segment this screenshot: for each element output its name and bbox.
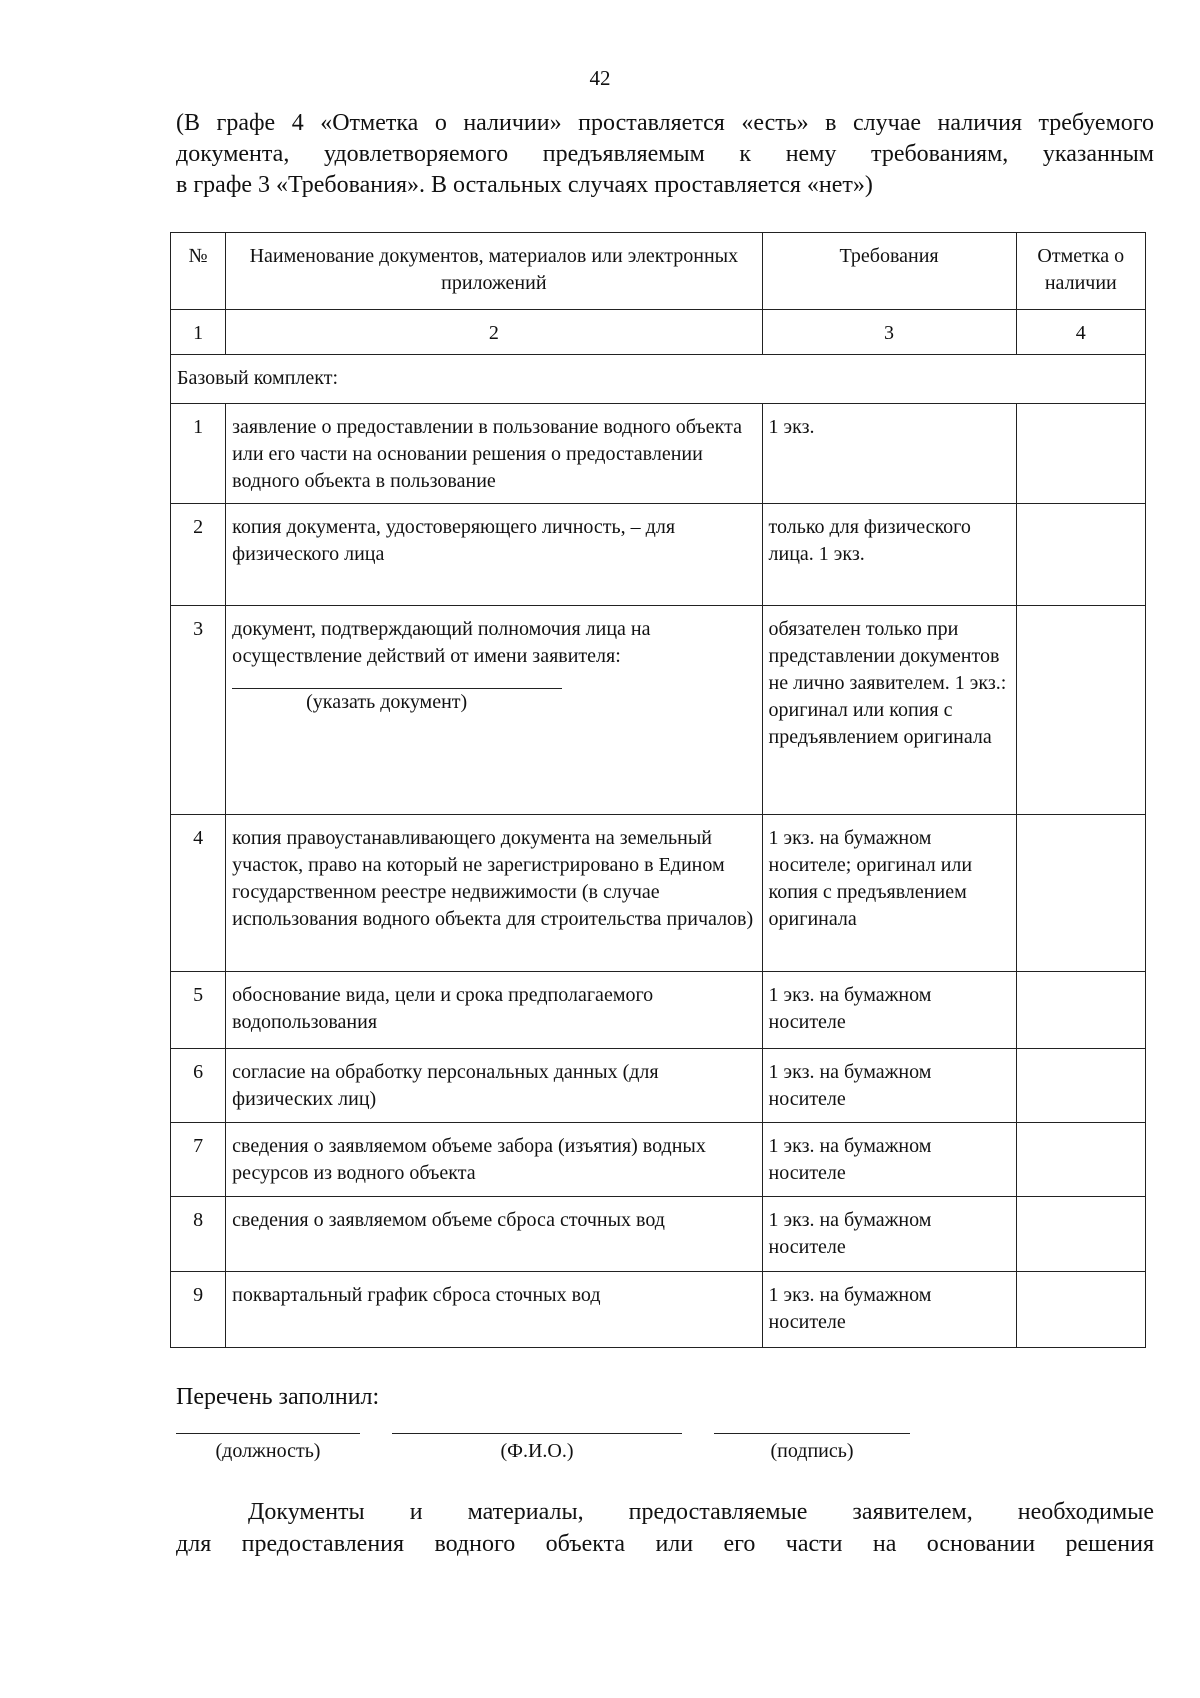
row-mark — [1016, 1272, 1145, 1348]
row-name: документ, подтверждающий полномочия лица на осуществление действий от имени заявителя: — [232, 618, 651, 667]
row-name: сведения о заявляемом объеме сброса сточных вод — [226, 1197, 762, 1272]
outro-line: Документы и материалы, предоставляемые заявителем, необходимые — [248, 1499, 1154, 1525]
row-num: 6 — [171, 1049, 226, 1123]
row-num: 3 — [171, 606, 226, 815]
section-row — [171, 355, 1146, 404]
table-row — [171, 606, 1146, 815]
row-name: обоснование вида, цели и срока предполагаемого водопользования — [226, 972, 762, 1049]
row-mark — [1016, 504, 1145, 606]
row-mark — [1016, 404, 1145, 504]
row-requirements: 1 экз. на бумажном носителе — [762, 972, 1016, 1049]
row-name-cell — [226, 606, 762, 815]
signature-label: (подпись) — [770, 1440, 854, 1462]
column-index: 1 — [171, 310, 226, 355]
row-requirements: 1 экз. на бумажном носителе — [762, 1272, 1016, 1348]
table-row — [171, 972, 1146, 1049]
position-label: (должность) — [215, 1440, 321, 1462]
row-name: заявление о предоставлении в пользование водного объекта или его части на основании решения о предоставлении водного объекта в пользование — [226, 404, 762, 504]
row-mark — [1016, 1049, 1145, 1123]
column-index: 4 — [1016, 310, 1145, 355]
row-num: 4 — [171, 815, 226, 972]
outro-line: для предоставления водного объекта или его части на основании решения — [176, 1531, 1154, 1557]
row-requirements: 1 экз. на бумажном носителе — [762, 1197, 1016, 1272]
header-name: Наименование документов, материалов или электронных приложений — [226, 233, 762, 310]
header-requirements: Требования — [762, 233, 1016, 310]
row-mark — [1016, 815, 1145, 972]
row-requirements: обязателен только при представлении документов не лично заявителем. 1 экз.: оригинал или копия с предъявлением оригинала — [762, 606, 1016, 815]
row-num: 1 — [171, 404, 226, 504]
row-num: 2 — [171, 504, 226, 606]
row-name: согласие на обработку персональных данных (для физических лиц) — [226, 1049, 762, 1123]
intro-line: (В графе 4 «Отметка о наличии» проставляется «есть» в случае наличия требуемого — [176, 110, 1154, 136]
page-number: 42 — [589, 66, 611, 90]
filled-by-label: Перечень заполнил: — [176, 1384, 380, 1410]
header-num: № — [171, 233, 226, 310]
row-num: 9 — [171, 1272, 226, 1348]
row-mark — [1016, 1123, 1145, 1197]
row-name-hint: (указать документ) — [306, 691, 468, 713]
position-line — [176, 1433, 360, 1434]
row-name: копия документа, удостоверяющего личность, – для физического лица — [226, 504, 762, 606]
full-name-line — [392, 1433, 682, 1434]
intro-line: в графе 3 «Требования». В остальных случаях проставляется «нет») — [176, 172, 873, 198]
full-name-label: (Ф.И.О.) — [500, 1440, 574, 1462]
table-row — [171, 404, 1146, 504]
outro-paragraph — [176, 1496, 1154, 1560]
table-row — [171, 815, 1146, 972]
row-mark — [1016, 606, 1145, 815]
row-name: сведения о заявляемом объеме забора (изъятия) водных ресурсов из водного объекта — [226, 1123, 762, 1197]
table-row — [171, 1272, 1146, 1348]
row-name: поквартальный график сброса сточных вод — [226, 1272, 762, 1348]
fill-in-line — [232, 670, 562, 689]
row-requirements: 1 экз. на бумажном носителе — [762, 1049, 1016, 1123]
row-mark — [1016, 972, 1145, 1049]
row-requirements: 1 экз. на бумажном носителе — [762, 1123, 1016, 1197]
column-index: 3 — [762, 310, 1016, 355]
table-header-row — [171, 233, 1146, 310]
row-requirements: только для физического лица. 1 экз. — [762, 504, 1016, 606]
row-num: 7 — [171, 1123, 226, 1197]
intro-line: документа, удовлетворяемого предъявляемым к нему требованиям, указанным — [176, 141, 1154, 167]
row-mark — [1016, 1197, 1145, 1272]
row-requirements: 1 экз. на бумажном носителе; оригинал или копия с предъявлением оригинала — [762, 815, 1016, 972]
column-index-row — [171, 310, 1146, 355]
row-name: копия правоустанавливающего документа на земельный участок, право на который не зарегистрировано в Едином государственном реестре недвижимости (в случае использования водного объекта для строительства причалов) — [226, 815, 762, 972]
documents-table — [170, 232, 1146, 1348]
row-num: 8 — [171, 1197, 226, 1272]
signature-line — [714, 1433, 910, 1434]
table-row — [171, 1049, 1146, 1123]
table-row — [171, 1123, 1146, 1197]
column-index: 2 — [226, 310, 762, 355]
row-num: 5 — [171, 972, 226, 1049]
table-row — [171, 504, 1146, 606]
table-row — [171, 1197, 1146, 1272]
intro-paragraph — [176, 108, 1154, 201]
row-requirements: 1 экз. — [762, 404, 1016, 504]
header-mark: Отметка о наличии — [1016, 233, 1145, 310]
section-title: Базовый комплект: — [171, 355, 1146, 404]
